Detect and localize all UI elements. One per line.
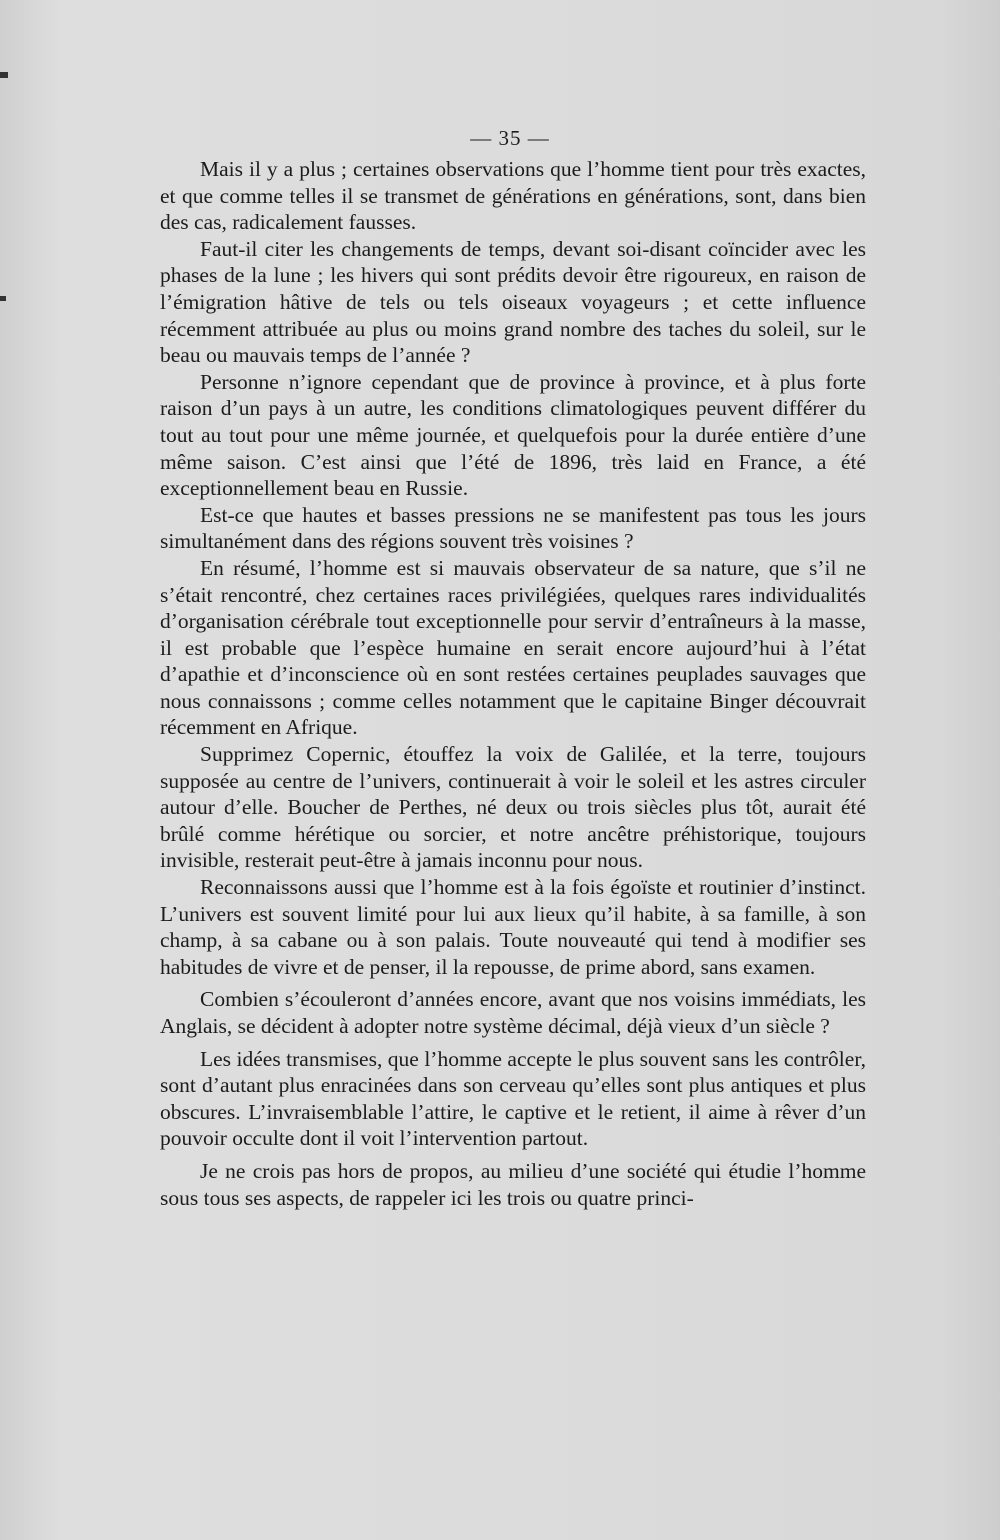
paragraph: Mais il y a plus ; certaines observations que l’homme tient pour très exactes, et que comme telles il se transmet de générations en générations, sont, dans bien des cas, radicalement fausses. — [160, 157, 866, 235]
paragraph: Faut-il citer les changements de temps, devant soi-disant coïncider avec les phases de la lune ; les hivers qui sont prédits devoir être rigoureux, en raison de l’émigration hâtive de tels ou tels oiseaux voyageurs ; et cette influence récemment attribuée au plus ou moins grand nombre des taches du soleil, sur le beau ou mauvais temps de l’année ? — [160, 236, 866, 368]
paragraph: Supprimez Copernic, étouffez la voix de Galilée, et la terre, toujours supposée au centre de l’univers, continuerait à voir le soleil et les astres circuler autour d’elle. Boucher de Perthes, né deux ou trois siècles plus tôt, aurait été brûlé comme hérétique ou sorcier, et notre ancêtre préhistorique, toujours invisible, resterait peut-être à jamais inconnu pour nous. — [160, 742, 866, 873]
page-number: — 35 — — [470, 126, 550, 150]
paragraph: Les idées transmises, que l’homme accepte le plus souvent sans les contrôler, sont d’autant plus enracinées dans son cerveau qu’elles sont plus antiques et plus obscures. L’invraisemblable l’attire, le captive et le retient, il aime à rêver d’un pouvoir occulte dont il voit l’intervention partout. — [160, 1046, 866, 1151]
paragraph: Est-ce que hautes et basses pressions ne se manifestent pas tous les jours simultanément dans des régions souvent très voisines ? — [160, 502, 866, 554]
body-text — [160, 156, 866, 1211]
paragraph: En résumé, l’homme est si mauvais observateur de sa nature, que s’il ne s’était rencontré, chez certaines races privilégiées, quelques rares individualités d’organisation cérébrale tout exceptionnelle pour servir d’entraîneurs à la masse, il est probable que l’espèce humaine en serait encore aujourd’hui à l’état d’apathie et d’inconscience où en sont restées certaines peuplades sauvages que nous connaissons ; comme celles notamment que le capitaine Binger découvrait récemment en Afrique. — [160, 555, 866, 740]
paragraph: Personne n’ignore cependant que de province à province, et à plus forte raison d’un pays à un autre, les conditions climatologiques peuvent différer du tout au tout pour une même journée, et quelquefois pour la durée entière d’une même saison. C’est ainsi que l’été de 1896, très laid en France, a été exceptionnellement beau en Russie. — [160, 369, 866, 501]
edge-mark — [0, 72, 8, 78]
paragraph: Reconnaissons aussi que l’homme est à la fois égoïste et routinier d’instinct. L’univers est souvent limité pour lui aux lieux qu’il habite, à sa famille, à son champ, à sa cabane ou à son palais. Toute nouveauté qui tend à modifier ses habitudes de vivre et de penser, il la repousse, de prime abord, sans examen. — [160, 875, 866, 979]
paragraph: Je ne crois pas hors de propos, au milieu d’une société qui étudie l’homme sous tous ses aspects, de rappeler ici les trois ou quatre princi- — [160, 1158, 866, 1210]
paragraph: Combien s’écouleront d’années encore, avant que nos voisins immédiats, les Anglais, se décident à adopter notre système décimal, déjà vieux d’un siècle ? — [160, 987, 866, 1038]
edge-mark — [0, 296, 6, 301]
